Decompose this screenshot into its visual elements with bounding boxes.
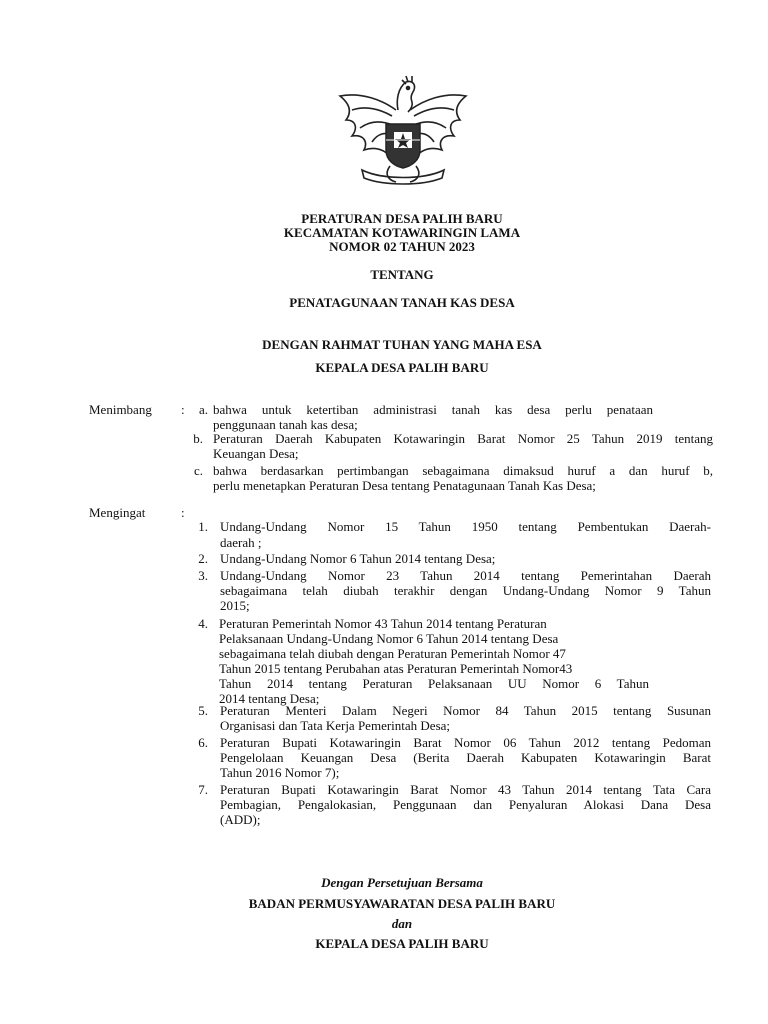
menimbang-item-c — [213, 463, 713, 493]
blessing-heading: DENGAN RAHMAT TUHAN YANG MAHA ESA — [262, 337, 542, 352]
mengingat-item-7 — [220, 782, 711, 827]
paragraph-line: Undang-Undang Nomor 6 Tahun 2014 tentang Desa; — [220, 551, 496, 566]
paragraph-line: Pembagian, Pengalokasian, Penggunaan dan Penyaluran Alokasi Dana Desa — [220, 797, 711, 812]
menimbang-item-mark: b. — [193, 431, 203, 446]
paragraph-line: Pengelolaan Keuangan Desa (Berita Daerah Kabupaten Kotawaringin Barat — [220, 750, 711, 765]
mengingat-item-1 — [220, 519, 711, 551]
paragraph-line: sebagaimana telah diubah terakhir dengan Undang-Undang Nomor 9 Tahun — [220, 583, 711, 598]
menimbang-colon: : — [181, 402, 185, 417]
paragraph-line: (ADD); — [220, 812, 261, 827]
paragraph-line: Undang-Undang Nomor 23 Tahun 2014 tentang Pemerintahan Daerah — [220, 568, 711, 583]
mengingat-label: Mengingat — [89, 505, 146, 520]
title-line-2: KECAMATAN KOTAWARINGIN LAMA — [283, 225, 521, 240]
mengingat-item-mark: 5. — [198, 703, 208, 718]
paragraph-line: bahwa berdasarkan pertimbangan sebagaimana dimaksud huruf a dan huruf b, — [213, 463, 713, 478]
mengingat-item-6 — [220, 735, 711, 780]
approval-official: KEPALA DESA PALIH BARU — [315, 936, 489, 951]
mengingat-item-5 — [220, 703, 711, 733]
mengingat-item-mark: 4. — [198, 616, 208, 631]
paragraph-line: Tahun 2014 tentang Peraturan Pelaksanaan UU Nomor 6 Tahun — [219, 676, 649, 691]
paragraph-line: Organisasi dan Tata Kerja Pemerintah Desa; — [220, 718, 451, 733]
paragraph-line: 2014 tentang Desa; — [219, 691, 320, 706]
title-line-3: NOMOR 02 TAHUN 2023 — [329, 239, 475, 254]
paragraph-line: bahwa untuk ketertiban administrasi tanah kas desa perlu penataan — [213, 402, 653, 417]
subject-heading: PENATAGUNAAN TANAH KAS DESA — [289, 295, 515, 310]
official-heading: KEPALA DESA PALIH BARU — [315, 360, 489, 375]
mengingat-item-mark: 1. — [198, 519, 208, 534]
menimbang-label: Menimbang — [89, 402, 152, 417]
mengingat-item-4 — [219, 616, 649, 706]
mengingat-item-mark: 2. — [198, 551, 208, 566]
mengingat-item-2 — [220, 551, 711, 566]
paragraph-line: sebagaimana telah diubah dengan Peraturan Pemerintah Nomor 47 — [219, 646, 566, 661]
menimbang-item-b — [213, 431, 713, 461]
menimbang-item-mark: c. — [193, 463, 203, 478]
paragraph-line: penggunaan tanah kas desa; — [213, 417, 358, 432]
mengingat-item-mark: 3. — [198, 568, 208, 583]
title-line-1: PERATURAN DESA PALIH BARU — [301, 211, 503, 226]
paragraph-line: Peraturan Menteri Dalam Negeri Nomor 84 Tahun 2015 tentang Susunan — [220, 703, 711, 718]
paragraph-line: Peraturan Bupati Kotawaringin Barat Nomor 43 Tahun 2014 tentang Tata Cara — [220, 782, 711, 797]
paragraph-line: Pelaksanaan Undang-Undang Nomor 6 Tahun 2014 tentang Desa — [219, 631, 559, 646]
mengingat-colon: : — [181, 505, 185, 520]
paragraph-line: Tahun 2015 tentang Perubahan atas Peraturan Pemerintah Nomor43 — [219, 661, 573, 676]
paragraph-line: Keuangan Desa; — [213, 446, 299, 461]
paragraph-line: Tahun 2016 Nomor 7); — [220, 765, 340, 780]
mengingat-item-mark: 6. — [198, 735, 208, 750]
menimbang-item-mark: a. — [198, 402, 208, 417]
garuda-pancasila-emblem-icon — [332, 70, 474, 188]
paragraph-line: Peraturan Bupati Kotawaringin Barat Nomor 06 Tahun 2012 tentang Pedoman — [220, 735, 711, 750]
approval-body: BADAN PERMUSYAWARATAN DESA PALIH BARU — [248, 896, 556, 911]
paragraph-line: daerah ; — [220, 535, 262, 550]
mengingat-item-3 — [220, 568, 711, 613]
mengingat-item-mark: 7. — [198, 782, 208, 797]
paragraph-line: Peraturan Pemerintah Nomor 43 Tahun 2014 tentang Peraturan — [219, 616, 547, 631]
tentang-heading: TENTANG — [370, 267, 434, 282]
paragraph-line: 2015; — [220, 598, 250, 613]
paragraph-line: Peraturan Daerah Kabupaten Kotawaringin Barat Nomor 25 Tahun 2019 tentang — [213, 431, 713, 446]
approval-intro: Dengan Persetujuan Bersama — [321, 875, 483, 890]
approval-and: dan — [391, 916, 413, 931]
paragraph-line: Undang-Undang Nomor 15 Tahun 1950 tentang Pembentukan Daerah- — [220, 519, 711, 534]
menimbang-item-a — [213, 402, 653, 432]
paragraph-line: perlu menetapkan Peraturan Desa tentang Penatagunaan Tanah Kas Desa; — [213, 478, 596, 493]
